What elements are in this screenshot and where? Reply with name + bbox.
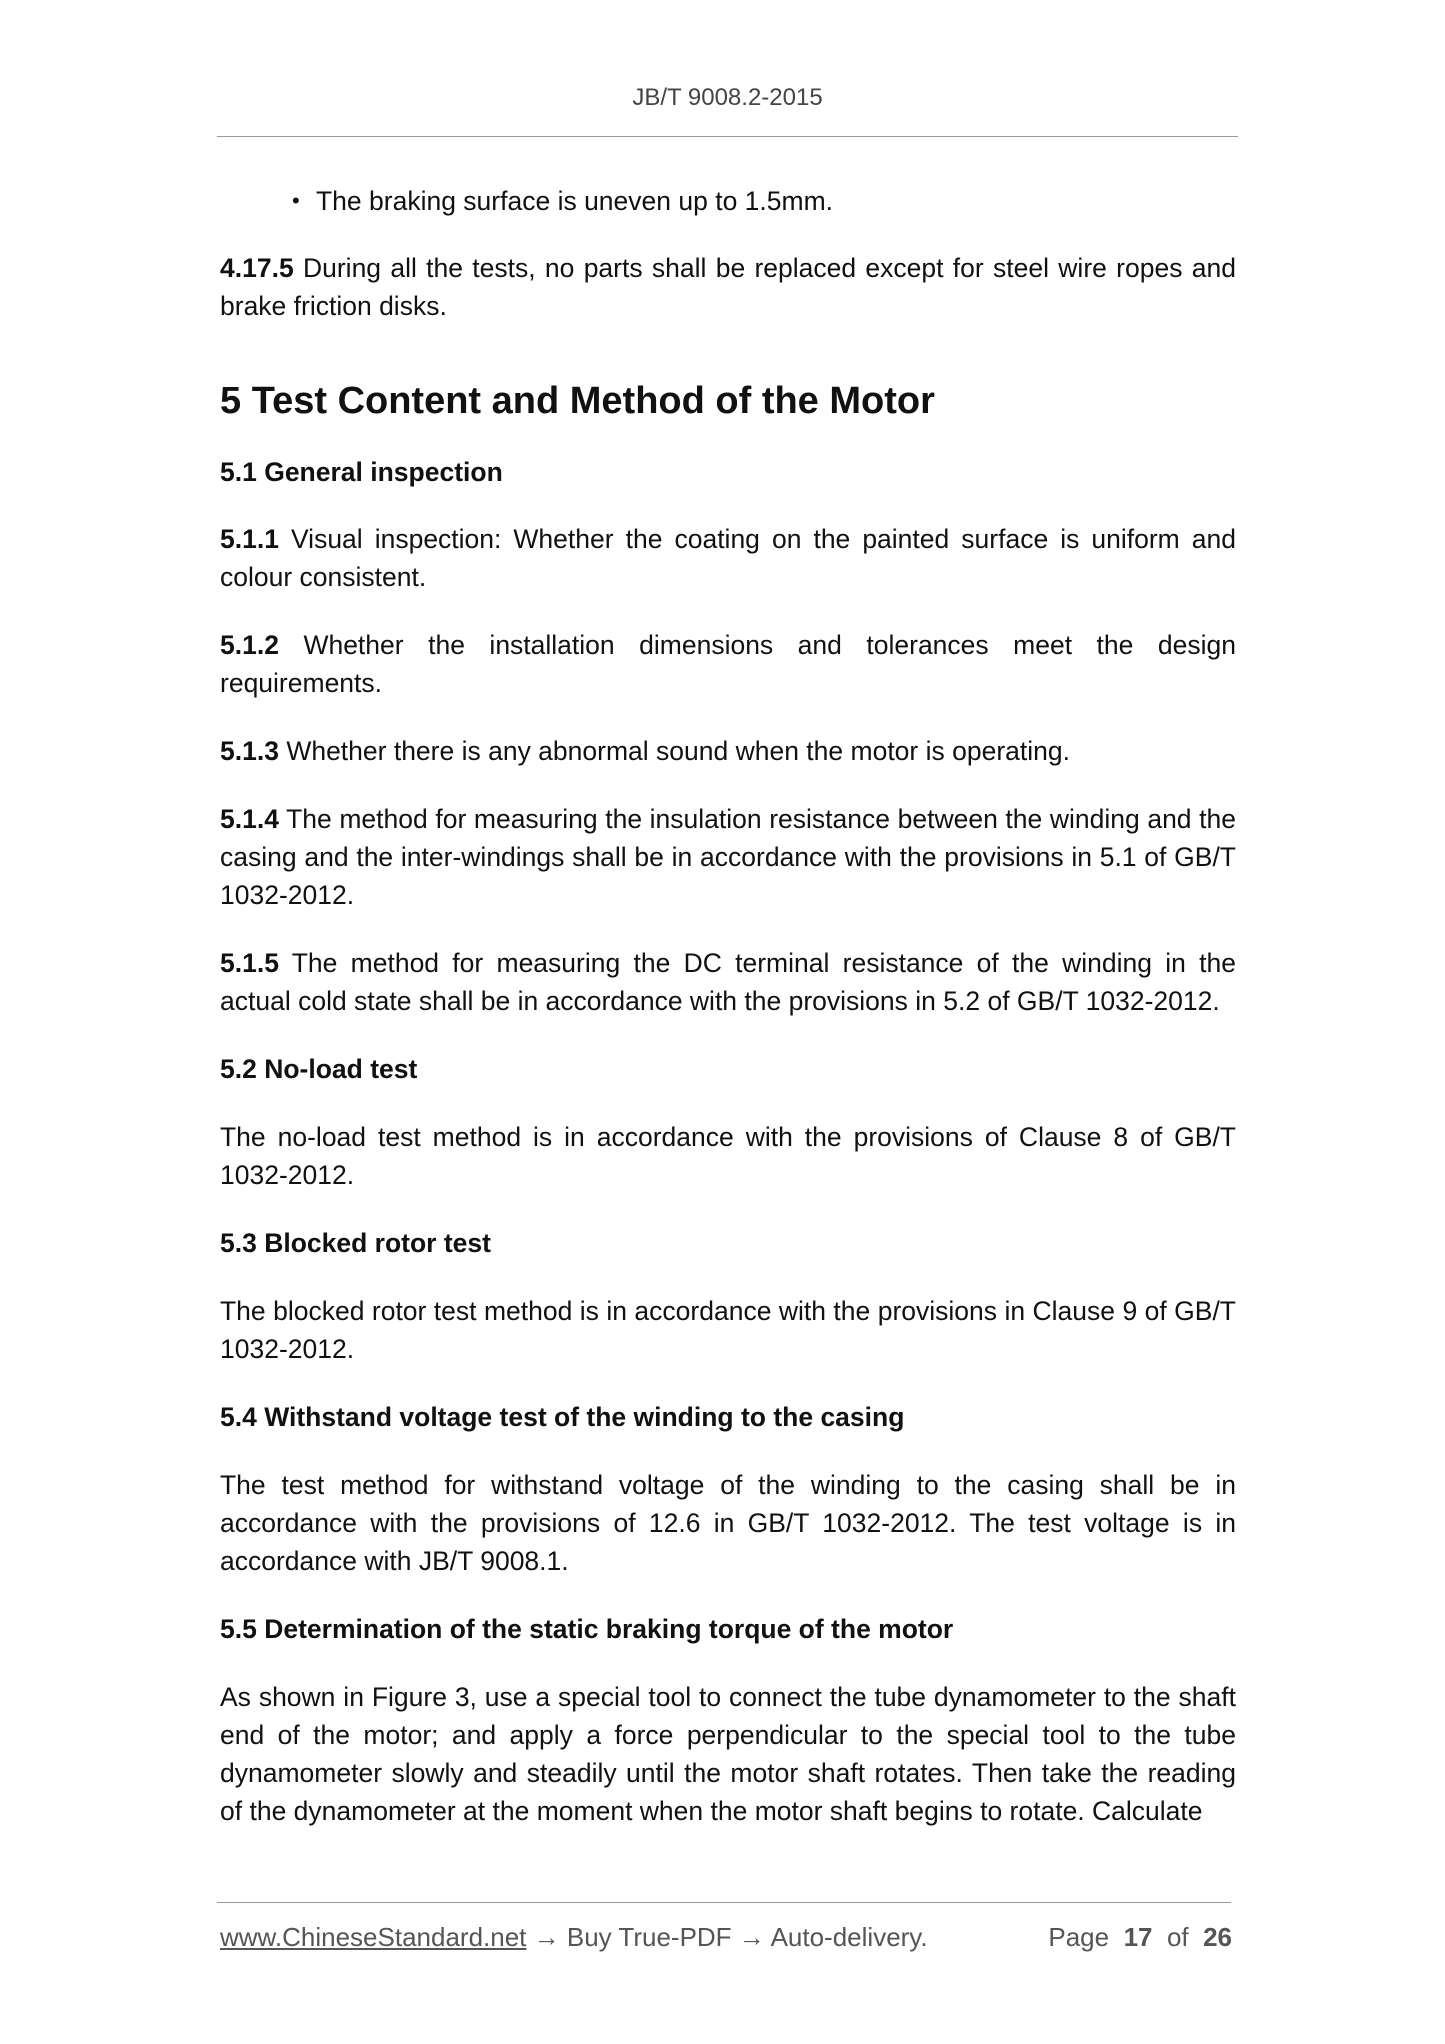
clause-5-1-heading: 5.1 General inspection [220,457,503,487]
page-number: Page 17 of 26 [1048,1922,1232,1952]
clause-5-1-2: 5.1.2 Whether the installation dimensions and tolerances meet the design requirements. [220,630,1236,698]
current-page: 17 [1123,1922,1153,1952]
clause-5-3-text: The blocked rotor test method is in accordance with the provisions in Clause 9 of GB/T 1032-2012. [220,1296,1236,1364]
footer-promo [220,1922,928,1953]
footer-promo-text: → Buy True-PDF → Auto-delivery. [526,1922,928,1952]
clause-5-4-text: The test method for withstand voltage of the winding to the casing shall be in accordance with the provisions of 12.6 in GB/T 1032-2012. The test voltage is in accordance with JB/T 9008.1. [220,1470,1236,1576]
bullet-text: The braking surface is uneven up to 1.5mm. [316,186,834,216]
clause-5-1-1: 5.1.1 Visual inspection: Whether the coating on the painted surface is uniform and colour consistent. [220,524,1236,592]
clause-5-2-heading: 5.2 No-load test [220,1054,418,1084]
page-content [220,182,1236,1830]
footer-divider [217,1902,1231,1903]
clause-5-4-heading: 5.4 Withstand voltage test of the winding to the casing [220,1402,905,1432]
clause-5-5-text: As shown in Figure 3, use a special tool to connect the tube dynamometer to the shaft end of the motor; and apply a force perpendicular to the special tool to the tube dynamometer slowly and steadily until the motor shaft rotates. Then take the reading of the dynamometer at the moment when the motor shaft begins to rotate. Calculate [220,1682,1236,1826]
clause-5-5-heading: 5.5 Determination of the static braking torque of the motor [220,1614,954,1644]
clause-5-1-4: 5.1.4 The method for measuring the insulation resistance between the winding and the casing and the inter-windings shall be in accordance with the provisions in 5.1 of GB/T 1032-2012. [220,804,1236,910]
section-5-heading: 5 Test Content and Method of the Motor [220,380,935,422]
page-footer [220,1922,1232,1958]
clause-5-1-3: 5.1.3 Whether there is any abnormal sound when the motor is operating. [220,736,1070,766]
clause-5-1-5: 5.1.5 The method for measuring the DC terminal resistance of the winding in the actual cold state shall be in accordance with the provisions in 5.2 of GB/T 1032-2012. [220,948,1236,1016]
document-header: JB/T 9008.2-2015 [632,84,823,111]
clause-5-3-heading: 5.3 Blocked rotor test [220,1228,491,1258]
bullet-item [220,182,1236,220]
clause-4-17-5: 4.17.5 During all the tests, no parts shall be replaced except for steel wire ropes and brake friction disks. [220,253,1236,321]
header-divider [217,136,1238,137]
total-pages: 26 [1203,1922,1232,1952]
bullet-icon: • [292,188,300,213]
website-link[interactable]: www.ChineseStandard.net [220,1922,527,1952]
clause-5-2-text: The no-load test method is in accordance with the provisions of Clause 8 of GB/T 1032-2012. [220,1122,1236,1190]
